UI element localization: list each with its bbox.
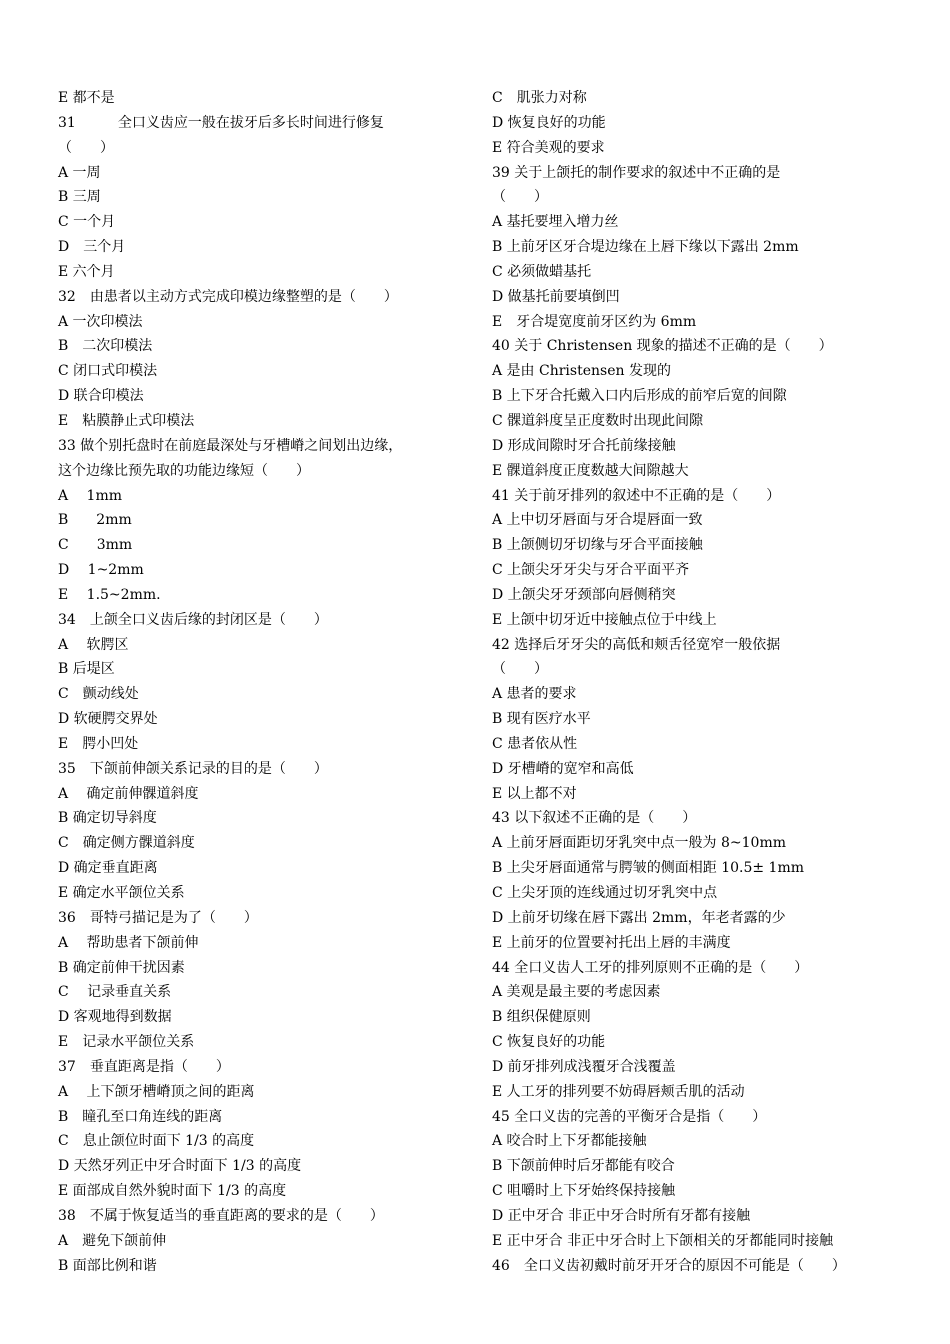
left-column-line: C 闭口式印模法 xyxy=(58,363,158,380)
left-column xyxy=(58,86,470,1279)
right-column-line: 41 关于前牙排列的叙述中不正确的是（ ） xyxy=(492,487,781,504)
left-column-line: B 三周 xyxy=(58,189,101,206)
left-column-line: E 腭小凹处 xyxy=(58,735,139,752)
right-column-line: A 基托要埋入增力丝 xyxy=(492,214,619,231)
left-column-line: 35 下颌前伸颌关系记录的目的是（ ） xyxy=(58,760,328,777)
left-column-line: A 上下颌牙槽嵴顶之间的距离 xyxy=(58,1083,255,1100)
right-column-line: C 患者依从性 xyxy=(492,735,578,752)
right-column-line: C 咀嚼时上下牙始终保持接触 xyxy=(492,1183,676,1200)
right-column-line: 45 全口义齿的完善的平衡牙合是指（ ） xyxy=(492,1108,767,1125)
left-column-line: A 软腭区 xyxy=(58,636,129,653)
right-column-line: D 上前牙切缘在唇下露出 2mm，年老者露的少 xyxy=(492,909,786,926)
right-column-line: E 符合美观的要求 xyxy=(492,139,605,156)
right-column-line: D 上颌尖牙牙颈部向唇侧稍突 xyxy=(492,586,676,603)
right-column-line: 44 全口义齿人工牙的排列原则不正确的是（ ） xyxy=(492,959,809,976)
right-column-line: B 上下牙合托戴入口内后形成的前窄后宽的间隙 xyxy=(492,388,787,405)
right-column-line: E 正中牙合 非正中牙合时上下颌相关的牙都能同时接触 xyxy=(492,1232,834,1249)
left-column-line: B 2mm xyxy=(58,512,132,529)
left-column-line: A 确定前伸髁道斜度 xyxy=(58,785,199,802)
left-column-line: A 帮助患者下颌前伸 xyxy=(58,934,199,951)
left-column-line: 这个边缘比预先取的功能边缘短（ ） xyxy=(58,462,310,479)
left-column-line: A 避免下颌前伸 xyxy=(58,1232,167,1249)
left-column-line: 33 做个别托盘时在前庭最深处与牙槽嵴之间划出边缘， xyxy=(58,437,403,454)
right-column-line: A 咬合时上下牙都能接触 xyxy=(492,1133,647,1150)
right-column-line: （ ） xyxy=(492,661,548,678)
left-column-line: E 都不是 xyxy=(58,90,115,106)
left-column-line: D 客观地得到数据 xyxy=(58,1009,172,1026)
right-column-line: E 以上都不对 xyxy=(492,785,577,802)
left-column-line: B 确定切导斜度 xyxy=(58,810,157,827)
right-column-line: A 是由 Christensen 发现的 xyxy=(492,363,671,380)
right-column-line: E 人工牙的排列要不妨碍唇颊舌肌的活动 xyxy=(492,1083,745,1100)
right-column-line: B 上尖牙唇面通常与腭皱的侧面相距 10.5± 1mm xyxy=(492,860,804,877)
right-column-line: C 上尖牙顶的连线通过切牙乳突中点 xyxy=(492,885,718,901)
right-column-line: D 牙槽嵴的宽窄和高低 xyxy=(492,760,634,777)
left-column-line: E 记录水平颌位关系 xyxy=(58,1034,195,1051)
left-column-line: B 确定前伸干扰因素 xyxy=(58,959,185,976)
left-column-line: A 一周 xyxy=(58,164,101,181)
right-column-line: 46 全口义齿初戴时前牙开牙合的原因不可能是（ ） xyxy=(492,1257,846,1274)
left-column-line: D 软硬腭交界处 xyxy=(58,711,158,728)
left-column-line: 38 不属于恢复适当的垂直距离的要求的是（ ） xyxy=(58,1207,384,1224)
right-column-line: 40 关于 Christensen 现象的描述不正确的是（ ） xyxy=(492,338,833,355)
left-column-line: C 颤动线处 xyxy=(58,686,139,703)
left-column-line: E 1.5~2mm. xyxy=(58,586,161,603)
left-column-line: 34 上颌全口义齿后缘的封闭区是（ ） xyxy=(58,611,328,628)
right-column-line: A 上中切牙唇面与牙合堤唇面一致 xyxy=(492,512,703,529)
right-column-line: A 患者的要求 xyxy=(492,686,577,703)
right-column-line: 42 选择后牙牙尖的高低和颊舌径宽窄一般依据 xyxy=(492,636,781,653)
right-column-line: A 美观是最主要的考虑因素 xyxy=(492,984,661,1001)
right-column-line: D 前牙排列成浅覆牙合浅覆盖 xyxy=(492,1058,676,1075)
left-column-line: B 面部比例和谐 xyxy=(58,1257,157,1274)
left-column-line: D 1~2mm xyxy=(58,562,144,579)
left-column-line: C 记录垂直关系 xyxy=(58,984,172,1001)
left-column-line: 31 全口义齿应一般在拔牙后多长时间进行修复 xyxy=(58,114,384,131)
left-column-line: B 二次印模法 xyxy=(58,338,153,355)
right-column-line: E 髁道斜度正度数越大间隙越大 xyxy=(492,462,689,479)
right-column-line: C 肌张力对称 xyxy=(492,90,587,106)
left-column-line: A 1mm xyxy=(58,487,123,504)
right-column-line: B 上颌侧切牙切缘与牙合平面接触 xyxy=(492,537,703,554)
left-column-line: E 确定水平颌位关系 xyxy=(58,885,185,901)
right-column-line: B 组织保健原则 xyxy=(492,1009,591,1026)
left-column-line: C 确定侧方髁道斜度 xyxy=(58,835,195,852)
left-column-line: 37 垂直距离是指（ ） xyxy=(58,1058,230,1075)
left-column-line: D 确定垂直距离 xyxy=(58,860,158,877)
right-column-line: A 上前牙唇面距切牙乳突中点一般为 8~10mm xyxy=(492,835,787,852)
right-column-line: E 上颌中切牙近中接触点位于中线上 xyxy=(492,611,717,628)
right-column-line: D 做基托前要填倒凹 xyxy=(492,288,620,305)
left-column-line: E 六个月 xyxy=(58,263,115,280)
right-column-line: B 上前牙区牙合堤边缘在上唇下缘以下露出 2mm xyxy=(492,239,799,256)
right-column-line: D 正中牙合 非正中牙合时所有牙都有接触 xyxy=(492,1207,751,1224)
left-column-line: C 息止颌位时面下 1/3 的高度 xyxy=(58,1133,255,1150)
left-column-line: C 3mm xyxy=(58,537,133,554)
right-column-line: D 形成间隙时牙合托前缘接触 xyxy=(492,437,676,454)
right-column-line: C 髁道斜度呈正度数时出现此间隙 xyxy=(492,412,704,429)
left-column-line: 36 哥特弓描记是为了（ ） xyxy=(58,909,258,926)
left-column-line: C 一个月 xyxy=(58,214,116,231)
right-column-line: C 上颌尖牙牙尖与牙合平面平齐 xyxy=(492,562,690,579)
right-column-line: 43 以下叙述不正确的是（ ） xyxy=(492,810,697,827)
right-column-line: D 恢复良好的功能 xyxy=(492,114,606,131)
right-column-line: B 现有医疗水平 xyxy=(492,711,591,728)
left-column-line: 32 由患者以主动方式完成印模边缘整塑的是（ ） xyxy=(58,288,398,305)
left-column-line: （ ） xyxy=(58,139,114,156)
right-column-line: C 必须做蜡基托 xyxy=(492,263,592,280)
left-column-line: D 天然牙列正中牙合时面下 1/3 的高度 xyxy=(58,1158,302,1175)
left-column-line: D 联合印模法 xyxy=(58,388,144,405)
right-column-line: E 上前牙的位置要衬托出上唇的丰满度 xyxy=(492,934,731,951)
left-column-line: B 后堤区 xyxy=(58,661,115,678)
left-column-line: A 一次印模法 xyxy=(58,313,143,330)
right-column-line: E 牙合堤宽度前牙区约为 6mm xyxy=(492,313,697,330)
right-column xyxy=(492,86,892,1279)
left-column-line: E 粘膜静止式印模法 xyxy=(58,412,195,429)
right-column-line: B 下颌前伸时后牙都能有咬合 xyxy=(492,1158,675,1175)
right-column-line: 39 关于上颌托的制作要求的叙述中不正确的是 xyxy=(492,164,781,181)
left-column-line: D 三个月 xyxy=(58,239,126,256)
right-column-line: C 恢复良好的功能 xyxy=(492,1034,606,1051)
left-column-line: B 瞳孔至口角连线的距离 xyxy=(58,1108,223,1125)
right-column-line: （ ） xyxy=(492,189,548,206)
left-column-line: E 面部成自然外貌时面下 1/3 的高度 xyxy=(58,1183,287,1200)
